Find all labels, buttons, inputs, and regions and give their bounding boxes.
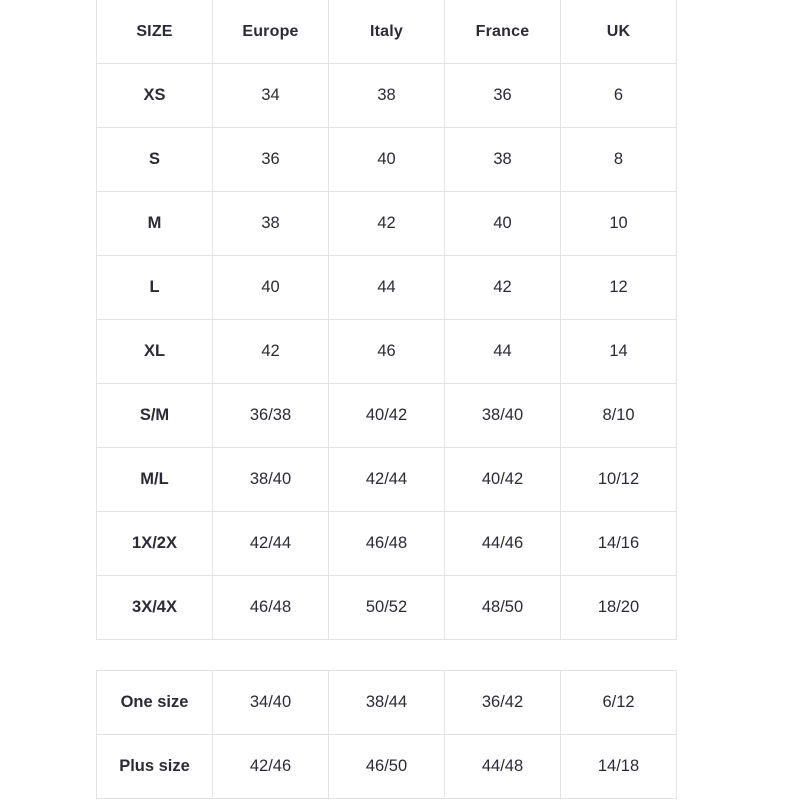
cell-italy: 44 xyxy=(329,256,445,320)
cell-france: 48/50 xyxy=(445,576,561,640)
table-row xyxy=(97,320,677,384)
cell-europe: 38/40 xyxy=(213,448,329,512)
cell-italy: 38 xyxy=(329,64,445,128)
cell-france: 36 xyxy=(445,64,561,128)
cell-uk: 6 xyxy=(561,64,677,128)
cell-italy: 38/44 xyxy=(329,671,445,735)
cell-uk: 14 xyxy=(561,320,677,384)
cell-italy: 46/48 xyxy=(329,512,445,576)
cell-uk: 14/16 xyxy=(561,512,677,576)
cell-france: 40/42 xyxy=(445,448,561,512)
cell-uk: 14/18 xyxy=(561,735,677,799)
column-header-europe: Europe xyxy=(213,0,329,64)
row-label: 1X/2X xyxy=(97,512,213,576)
cell-france: 42 xyxy=(445,256,561,320)
table-row xyxy=(97,512,677,576)
cell-europe: 40 xyxy=(213,256,329,320)
row-label: L xyxy=(97,256,213,320)
column-header-france: France xyxy=(445,0,561,64)
column-header-uk: UK xyxy=(561,0,677,64)
cell-italy: 50/52 xyxy=(329,576,445,640)
row-label: S/M xyxy=(97,384,213,448)
cell-europe: 36/38 xyxy=(213,384,329,448)
cell-france: 36/42 xyxy=(445,671,561,735)
cell-uk: 18/20 xyxy=(561,576,677,640)
size-conversion-table xyxy=(96,0,677,640)
cell-europe: 42/44 xyxy=(213,512,329,576)
cell-europe: 42/46 xyxy=(213,735,329,799)
cell-italy: 42/44 xyxy=(329,448,445,512)
row-label: M/L xyxy=(97,448,213,512)
cell-france: 44 xyxy=(445,320,561,384)
cell-france: 44/46 xyxy=(445,512,561,576)
cell-uk: 8 xyxy=(561,128,677,192)
cell-uk: 8/10 xyxy=(561,384,677,448)
table-row xyxy=(97,192,677,256)
table-row xyxy=(97,576,677,640)
cell-europe: 42 xyxy=(213,320,329,384)
cell-france: 40 xyxy=(445,192,561,256)
row-label: S xyxy=(97,128,213,192)
table-row xyxy=(97,64,677,128)
row-label: One size xyxy=(97,671,213,735)
cell-uk: 10/12 xyxy=(561,448,677,512)
cell-europe: 36 xyxy=(213,128,329,192)
cell-france: 38 xyxy=(445,128,561,192)
cell-europe: 34/40 xyxy=(213,671,329,735)
table-row xyxy=(97,735,677,799)
cell-france: 44/48 xyxy=(445,735,561,799)
row-label: XL xyxy=(97,320,213,384)
column-header-italy: Italy xyxy=(329,0,445,64)
table-row xyxy=(97,671,677,735)
row-label: M xyxy=(97,192,213,256)
row-label: Plus size xyxy=(97,735,213,799)
cell-europe: 38 xyxy=(213,192,329,256)
size-chart-tables xyxy=(96,0,676,799)
table-row xyxy=(97,384,677,448)
row-label: XS xyxy=(97,64,213,128)
cell-italy: 40/42 xyxy=(329,384,445,448)
cell-italy: 40 xyxy=(329,128,445,192)
table-header-row xyxy=(97,0,677,64)
cell-uk: 10 xyxy=(561,192,677,256)
row-label: 3X/4X xyxy=(97,576,213,640)
cell-france: 38/40 xyxy=(445,384,561,448)
cell-italy: 46/50 xyxy=(329,735,445,799)
cell-italy: 42 xyxy=(329,192,445,256)
table-row xyxy=(97,448,677,512)
table-row xyxy=(97,256,677,320)
cell-uk: 12 xyxy=(561,256,677,320)
cell-europe: 46/48 xyxy=(213,576,329,640)
table-row xyxy=(97,128,677,192)
cell-uk: 6/12 xyxy=(561,671,677,735)
cell-italy: 46 xyxy=(329,320,445,384)
column-header-size: SIZE xyxy=(97,0,213,64)
size-conversion-extra-table xyxy=(96,670,677,799)
cell-europe: 34 xyxy=(213,64,329,128)
